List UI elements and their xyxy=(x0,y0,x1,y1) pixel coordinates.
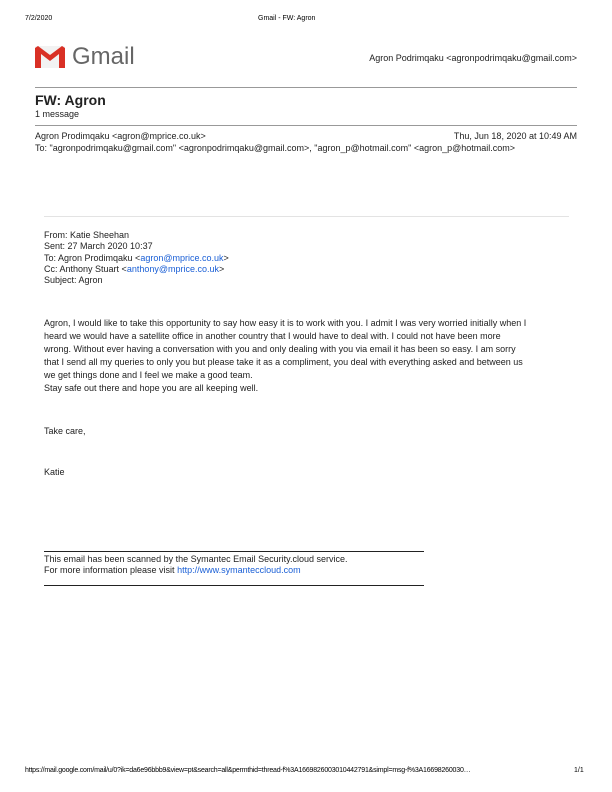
body-line: that I send all my queries to only you but please take it as a compliment, you deal with everything asked and between us xyxy=(44,357,523,367)
gmail-logo-text: Gmail xyxy=(72,43,135,70)
fwd-cc-email-link[interactable]: anthony@mprice.co.uk xyxy=(126,263,219,274)
print-date: 7/2/2020 xyxy=(25,15,53,22)
print-url: https://mail.google.com/mail/u/0?ik=da6e96bbb9&view=pt&search=all&permthid=thread-f%3A1669826003010442791&simpl=msg-f%3A16698260030… xyxy=(25,767,471,774)
account-label: Agron Podrimqaku <agronpodrimqaku@gmail.com> xyxy=(369,53,577,63)
message-count: 1 message xyxy=(35,109,80,119)
fwd-to-email-link[interactable]: agron@mprice.co.uk xyxy=(140,252,224,263)
body-line: heard we would have a satellite office in another country that I would have to deal with. I could not have been more xyxy=(44,331,501,341)
fwd-to xyxy=(44,253,229,264)
fwd-to-suffix: > xyxy=(223,252,229,263)
divider xyxy=(35,87,577,88)
body-line: wrong. Without ever having a conversation with you and only dealing with you via email it has been so easy. I am sorry xyxy=(44,344,516,354)
disclaimer-text: For more information please visit xyxy=(44,565,178,575)
fwd-cc xyxy=(44,264,229,275)
divider xyxy=(44,216,569,217)
thread-subject: FW: Agron xyxy=(35,92,106,108)
body-paragraph xyxy=(44,317,526,382)
fwd-cc-suffix: > xyxy=(219,263,225,274)
fwd-sent: Sent: 27 March 2020 10:37 xyxy=(44,241,153,252)
stay-safe-line: Stay safe out there and hope you are all keeping well. xyxy=(44,383,259,393)
disclaimer-divider xyxy=(44,585,424,586)
page-number: 1/1 xyxy=(574,767,584,774)
disclaimer-line1: This email has been scanned by the Symantec Email Security.cloud service. xyxy=(44,554,348,564)
symantec-link[interactable]: http://www.symanteccloud.com xyxy=(177,565,301,575)
gmail-logo-icon xyxy=(35,46,65,68)
fwd-from: From: Katie Sheehan xyxy=(44,230,130,240)
message-from: Agron Prodimqaku <agron@mprice.co.uk> xyxy=(35,131,206,141)
forwarded-header xyxy=(44,230,229,286)
message-to: To: "agronpodrimqaku@gmail.com" <agronpodrimqaku@gmail.com>, "agron_p@hotmail.com" <agron_p@hotmail.com> xyxy=(35,143,516,153)
divider xyxy=(35,125,577,126)
signature: Katie xyxy=(44,467,65,477)
body-line: we get things done and I feel we make a good team. xyxy=(44,370,253,380)
fwd-cc-label: Cc: Anthony Stuart < xyxy=(44,263,127,274)
body-line: Agron, I would like to take this opportunity to say how easy it is to work with you. I admit I was very worried initially when I xyxy=(44,318,527,328)
fwd-to-label: To: Agron Prodimqaku < xyxy=(44,252,141,263)
fwd-subject: Subject: Agron xyxy=(44,275,103,286)
disclaimer-divider xyxy=(44,551,424,552)
disclaimer-line2 xyxy=(44,565,301,575)
print-title: Gmail - FW: Agron xyxy=(258,15,316,22)
message-date: Thu, Jun 18, 2020 at 10:49 AM xyxy=(453,131,577,141)
closing: Take care, xyxy=(44,426,86,436)
